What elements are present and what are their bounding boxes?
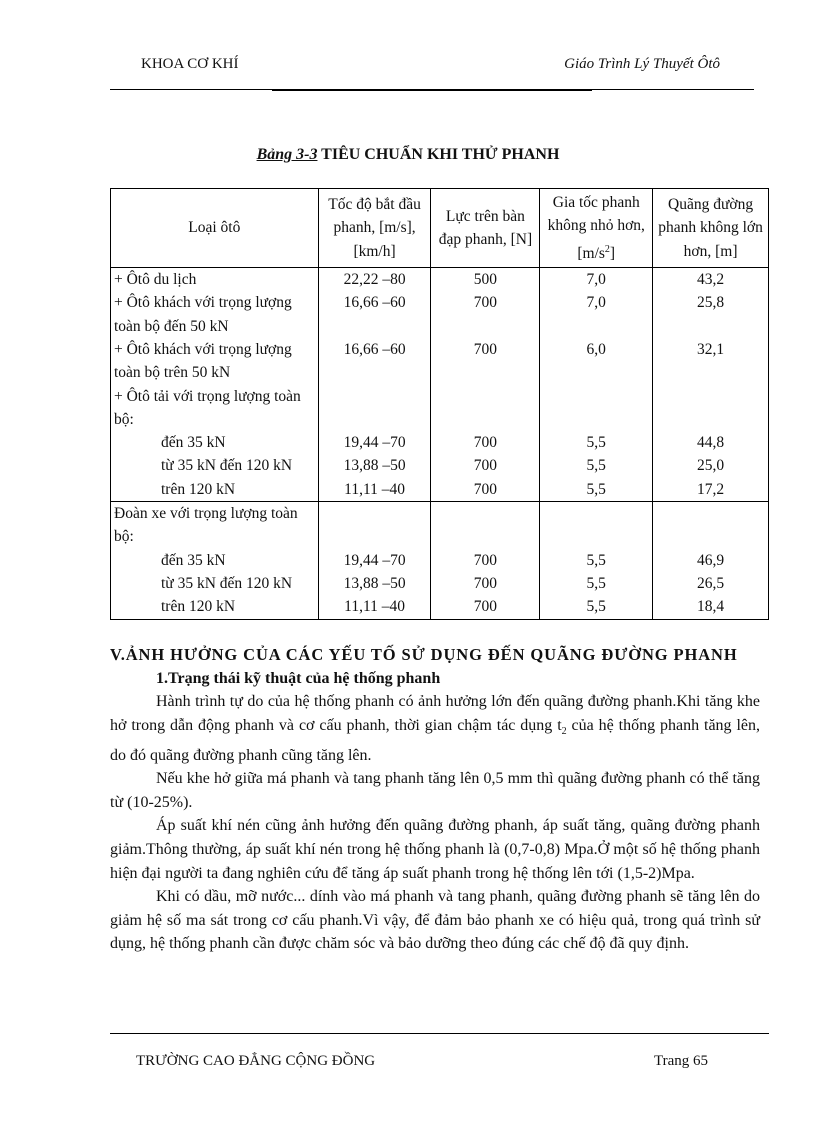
cell-force: 700 xyxy=(431,595,540,619)
page-number: Trang 65 xyxy=(653,1053,708,1069)
column-header-speed: Tốc độ bắt đầu phanh, [m/s], [km/h] xyxy=(318,189,431,268)
cell-force: 700 xyxy=(431,338,540,385)
cell-distance: 32,1 xyxy=(653,338,769,385)
paragraph-4: Khi có dầu, mỡ nước... dính vào má phanh và tang phanh, quãng đường phanh sẽ tăng lên do giảm hệ số ma sát trong cơ cấu phanh.Vì vậy, để đảm bảo phanh xe có hiệu quả, trong quá trình sử dụng, hệ thống phanh cần được chăm sóc và bảo dưỡng theo đúng các chế độ đã quy định. xyxy=(110,888,760,953)
table-group-road-trains xyxy=(111,502,769,619)
footer-school: TRƯỜNG CAO ĐẲNG CỘNG ĐỒNG xyxy=(136,1053,376,1069)
cell-label: trên 120 kN xyxy=(111,478,319,502)
cell-distance: 46,9 xyxy=(653,549,769,572)
cell-accel xyxy=(540,502,653,549)
cell-force: 700 xyxy=(431,549,540,572)
cell-distance xyxy=(653,385,769,432)
cell-accel: 5,5 xyxy=(540,595,653,619)
cell-distance xyxy=(653,502,769,549)
cell-label: đến 35 kN xyxy=(111,549,319,572)
table-row xyxy=(111,502,769,549)
cell-label: + Ôtô du lịch xyxy=(111,268,319,292)
cell-accel: 7,0 xyxy=(540,268,653,292)
deceleration-header-text: Gia tốc phanh không nhỏ hơn, $[m/s^2]$ xyxy=(547,194,645,262)
column-header-vehicle-type: Loại ôtô xyxy=(111,189,319,268)
cell-distance: 18,4 xyxy=(653,595,769,619)
cell-speed: 13,88 –50 xyxy=(318,454,431,477)
cell-accel: 5,5 xyxy=(540,549,653,572)
cell-force: 700 xyxy=(431,431,540,454)
braking-standards-table xyxy=(110,188,769,620)
table-group-vehicles xyxy=(111,268,769,502)
table-row xyxy=(111,431,769,454)
cell-speed: 22,22 –80 xyxy=(318,268,431,292)
table-row xyxy=(111,572,769,595)
table-row xyxy=(111,454,769,477)
table-row xyxy=(111,595,769,619)
column-header-pedal-force: Lực trên bàn đạp phanh, [N] xyxy=(431,189,540,268)
cell-label: đến 35 kN xyxy=(111,431,319,454)
cell-distance: 43,2 xyxy=(653,268,769,292)
header-book-title: Giáo Trình Lý Thuyết Ôtô xyxy=(564,56,720,72)
cell-label: trên 120 kN xyxy=(111,595,319,619)
cell-force: 700 xyxy=(431,454,540,477)
cell-speed: 19,44 –70 xyxy=(318,549,431,572)
column-header-distance: Quãng đường phanh không lớn hơn, [m] xyxy=(653,189,769,268)
cell-label: Đoàn xe với trọng lượng toàn bộ: xyxy=(111,502,319,549)
cell-force xyxy=(431,502,540,549)
cell-speed: 11,11 –40 xyxy=(318,478,431,502)
cell-distance: 25,8 xyxy=(653,291,769,338)
paragraph-3: Áp suất khí nén cũng ảnh hưởng đến quãng đường phanh, áp suất tăng, quãng đường phanh giảm.Thông thường, áp suất khí nén trong hệ thống phanh là (0,7-0,8) Mpa.Ở một số hệ thống phanh hiện đại người ta đang nghiên cứu để tăng áp suất phanh trong hệ thống lên tới (1,5-2)Mpa. xyxy=(110,817,760,882)
cell-accel: 5,5 xyxy=(540,431,653,454)
table-row xyxy=(111,338,769,385)
cell-force xyxy=(431,385,540,432)
column-header-deceleration xyxy=(540,189,653,268)
table-header xyxy=(111,189,769,268)
table-row xyxy=(111,291,769,338)
cell-accel: 5,5 xyxy=(540,572,653,595)
header-rule-accent xyxy=(272,90,592,91)
cell-speed: 11,11 –40 xyxy=(318,595,431,619)
table-row xyxy=(111,385,769,432)
footer-rule xyxy=(110,1033,769,1034)
cell-accel: 6,0 xyxy=(540,338,653,385)
cell-accel: 7,0 xyxy=(540,291,653,338)
cell-distance: 26,5 xyxy=(653,572,769,595)
table-row xyxy=(111,478,769,502)
table-title xyxy=(0,146,816,164)
cell-speed: 19,44 –70 xyxy=(318,431,431,454)
cell-label: từ 35 kN đến 120 kN xyxy=(111,454,319,477)
cell-accel: 5,5 xyxy=(540,454,653,477)
paragraph-2: Nếu khe hở giữa má phanh và tang phanh tăng lên 0,5 mm thì quãng đường phanh có thể tăng từ (10-25%). xyxy=(110,770,760,811)
paragraph-1: Hành trình tự do của hệ thống phanh có ảnh hưởng lớn đến quãng đường phanh.Khi tăng khe hở trong dẫn động phanh và cơ cấu phanh, thời gian chậm tác dụng $t_2$ của hệ thống phanh tăng lên, do đó quãng đường phanh cũng tăng lên. xyxy=(110,693,761,764)
cell-label: từ 35 kN đến 120 kN xyxy=(111,572,319,595)
table-row xyxy=(111,549,769,572)
table-number: Bảng 3-3 xyxy=(256,146,318,163)
cell-speed xyxy=(318,502,431,549)
cell-label: + Ôtô tải với trọng lượng toàn bộ: xyxy=(111,385,319,432)
cell-force: 700 xyxy=(431,478,540,502)
header-department: KHOA CƠ KHÍ xyxy=(141,56,239,72)
cell-speed: 16,66 –60 xyxy=(318,291,431,338)
cell-speed: 16,66 –60 xyxy=(318,338,431,385)
cell-speed: 13,88 –50 xyxy=(318,572,431,595)
cell-distance: 17,2 xyxy=(653,478,769,502)
cell-label: + Ôtô khách với trọng lượng toàn bộ trên 50 kN xyxy=(111,338,319,385)
section-heading: V.ẢNH HƯỞNG CỦA CÁC YẾU TỐ SỬ DỤNG ĐẾN QUÃNG ĐƯỜNG PHANH xyxy=(110,645,738,664)
cell-force: 500 xyxy=(431,268,540,292)
cell-distance: 44,8 xyxy=(653,431,769,454)
cell-accel: 5,5 xyxy=(540,478,653,502)
subsection-heading: 1.Trạng thái kỹ thuật của hệ thống phanh xyxy=(156,669,441,687)
cell-force: 700 xyxy=(431,291,540,338)
cell-distance: 25,0 xyxy=(653,454,769,477)
body-text xyxy=(110,643,760,956)
cell-accel xyxy=(540,385,653,432)
cell-label: + Ôtô khách với trọng lượng toàn bộ đến 50 kN xyxy=(111,291,319,338)
table-title-text: TIÊU CHUẨN KHI THỬ PHANH xyxy=(317,146,560,163)
cell-speed xyxy=(318,385,431,432)
table-row xyxy=(111,268,769,292)
cell-force: 700 xyxy=(431,572,540,595)
